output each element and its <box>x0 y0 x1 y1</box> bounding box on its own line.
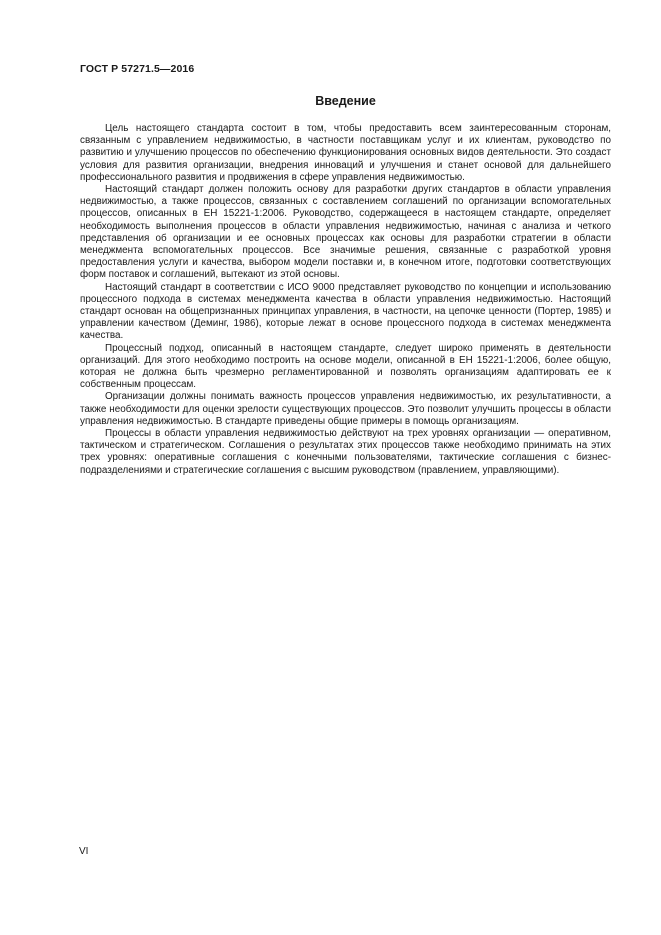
paragraph-5: Организации должны понимать важность процессов управления недвижимостью, их результативности, а также необходимости для оценки зрелости существующих процессов. Это позволит улучшить процессы в области управления недвижимостью. В стандарте приведены общие примеры в помощь организациям. <box>80 391 611 427</box>
section-title: Введение <box>315 94 376 108</box>
paragraph-3: Настоящий стандарт в соответствии с ИСО 9000 представляет руководство по концепции и использованию процессного подхода в системах менеджмента качества в области управления недвижимостью. Настоящий стандарт основан на общепризнанных принципах управления, в частности, на цепочке ценности (Портер, 1985) и управлении качеством (Деминг, 1986), которые лежат в основе процессного подхода в системах менеджмента качества. <box>80 281 611 342</box>
page-number: VI <box>79 846 89 857</box>
body-text <box>80 123 611 477</box>
paragraph-4: Процессный подход, описанный в настоящем стандарте, следует широко применять в деятельности организаций. Для этого необходимо построить на основе модели, описанной в ЕН 15221-1:2006, более общую, которая не должна быть чрезмерно регламентированной и позволять организациям адаптировать ее к собственным процессам. <box>80 342 611 391</box>
document-code: ГОСТ Р 57271.5—2016 <box>80 63 195 75</box>
paragraph-6: Процессы в области управления недвижимостью действуют на трех уровнях организации — оперативном, тактическом и стратегическом. Соглашения о результатах этих процессов также необходимо принимать на этих трех уровнях: оперативные соглашения с конечными пользователями, тактические соглашения с бизнес-подразделениями и стратегические соглашения с высшим руководством (правлением, управляющими). <box>80 428 611 476</box>
paragraph-1: Цель настоящего стандарта состоит в том, чтобы предоставить всем заинтересованным сторонам, связанным с управлением недвижимостью, в частности поставщикам услуг и их клиентам, руководство по развитию и улучшению процессов по обеспечению функционирования основных видов деятельности. Это создаст условия для развития организации, внедрения инноваций и улучшения и станет основой для дальнейшего профессионального развития и продвижения в сфере управления недвижимостью. <box>80 123 611 183</box>
paragraph-2: Настоящий стандарт должен положить основу для разработки других стандартов в области управления недвижимостью, а также процессов, связанных с составлением соглашений по организации вспомогательных процессов, описанных в ЕН 15221-1:2006. Руководство, содержащееся в настоящем стандарте, определяет необходимость выполнения процессов в области управления недвижимостью, начиная с анализа и четкого представления об организации и ее основных процессах как основы для разработки стратегии в области менеджмента вспомогательных процессов. Все значимые решения, связанные с разработкой уровня предоставления услуги и качества, выбором модели поставки и, в конечном итоге, подготовки соответствующих форм поставок и соглашений, вытекают из этой основы. <box>80 184 611 281</box>
